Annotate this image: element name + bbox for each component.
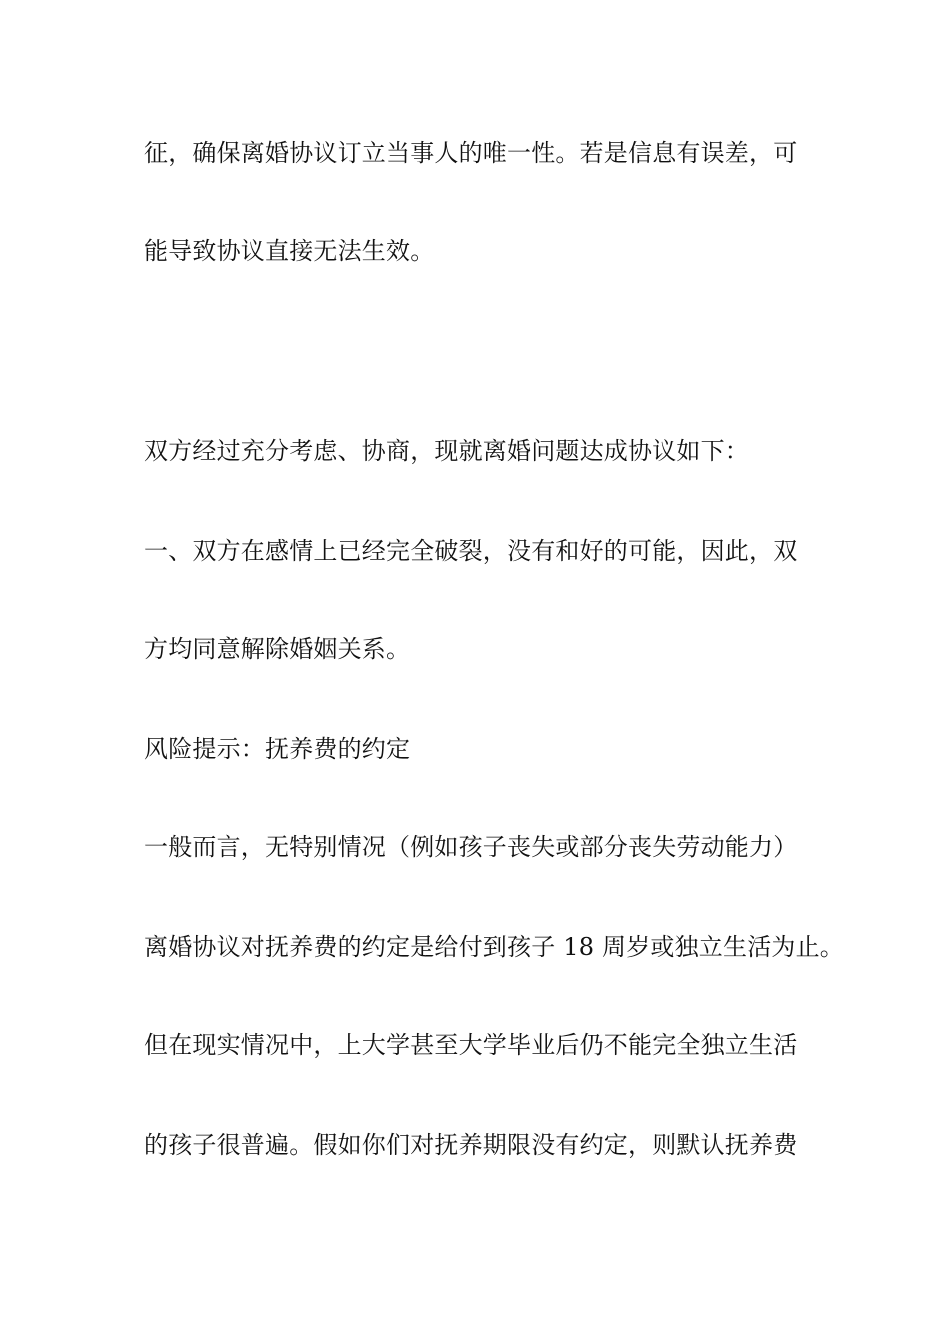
- paragraph-line: 一、双方在感情上已经完全破裂，没有和好的可能，因此，双: [144, 537, 798, 565]
- paragraph-line: 一般而言，无特别情况（例如孩子丧失或部分丧失劳动能力）: [144, 833, 798, 861]
- paragraph-line: 征，确保离婚协议订立当事人的唯一性。若是信息有误差，可: [144, 139, 798, 167]
- paragraph-line: 的孩子很普遍。假如你们对抚养期限没有约定，则默认抚养费: [144, 1131, 798, 1159]
- paragraph-line: 方均同意解除婚姻关系。: [144, 635, 411, 663]
- paragraph-line: 双方经过充分考虑、协商，现就离婚问题达成协议如下：: [144, 437, 749, 465]
- paragraph-line: 能导致协议直接无法生效。: [144, 237, 435, 265]
- paragraph-line: 但在现实情况中，上大学甚至大学毕业后仍不能完全独立生活: [144, 1031, 798, 1059]
- section-heading: 风险提示：抚养费的约定: [144, 735, 411, 763]
- paragraph-line: 离婚协议对抚养费的约定是给付到孩子 18 周岁或独立生活为止。: [144, 933, 844, 961]
